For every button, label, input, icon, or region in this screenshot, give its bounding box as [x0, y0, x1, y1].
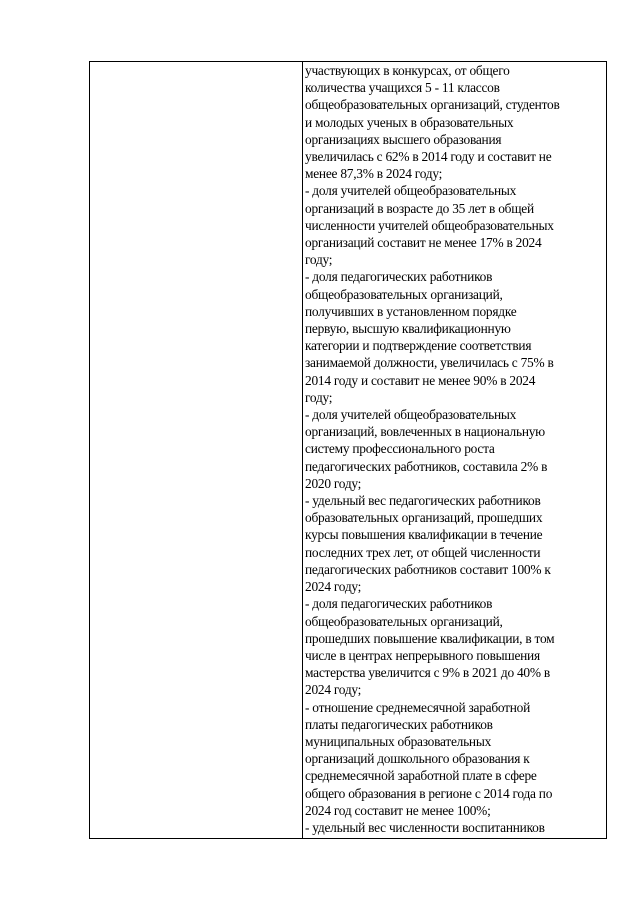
text-line: 2020 году; — [305, 475, 362, 491]
text-line: - доля педагогических работников — [305, 596, 493, 612]
text-line: - удельный вес численности воспитанников — [305, 819, 545, 835]
text-line: - доля педагогических работников — [305, 269, 493, 285]
text-line: количества учащихся 5 - 11 классов — [305, 80, 500, 96]
text-line: общего образования в регионе с 2014 года по — [305, 785, 553, 801]
text-line: общеобразовательных организаций, — [305, 286, 503, 302]
text-line: организаций в возрасте до 35 лет в общей — [305, 200, 534, 216]
text-line: 2024 году; — [305, 579, 362, 595]
text-line: педагогических работников, составила 2% в — [305, 458, 548, 474]
text-line: - доля учителей общеобразовательных — [305, 407, 517, 423]
text-line: прошедших повышение квалификации, в том — [305, 630, 555, 646]
text-line: курсы повышения квалификации в течение — [305, 527, 543, 543]
text-line: 2024 год составит не менее 100%; — [305, 802, 491, 818]
text-line: получивших в установленном порядке — [305, 303, 517, 319]
text-line: педагогических работников составит 100% к — [305, 561, 551, 577]
text-line: среднемесячной заработной плате в сфере — [305, 768, 537, 784]
text-line: мастерства увеличится с 9% в 2021 до 40% в — [305, 665, 550, 681]
text-line: категории и подтверждение соответствия — [305, 338, 532, 354]
text-line: увеличилась с 62% в 2014 году и составит не — [305, 149, 552, 165]
text-line: и молодых ученых в образовательных — [305, 114, 514, 130]
text-line: числе в центрах непрерывного повышения — [305, 647, 540, 663]
text-line: участвующих в конкурсах, от общего — [305, 63, 510, 78]
text-line: первую, высшую квалификационную — [305, 321, 511, 337]
text-line: - доля учителей общеобразовательных — [305, 183, 517, 199]
text-line: 2024 году; — [305, 682, 362, 698]
text-line: году; — [305, 389, 333, 405]
text-line: организациях высшего образования — [305, 131, 502, 147]
text-line: организаций составит не менее 17% в 2024 — [305, 235, 542, 251]
text-line: 2014 году и составит не менее 90% в 2024 — [305, 372, 536, 388]
document-table — [89, 61, 607, 839]
text-line: занимаемой должности, увеличилась с 75% в — [305, 355, 554, 371]
text-line: последних трех лет, от общей численности — [305, 544, 541, 560]
text-line: организаций дошкольного образования к — [305, 751, 530, 767]
text-line: менее 87,3% в 2024 году; — [305, 166, 443, 182]
text-line: - отношение среднемесячной заработной — [305, 699, 531, 715]
text-line: муниципальных образовательных — [305, 733, 492, 749]
text-line: численности учителей общеобразовательных — [305, 217, 554, 233]
text-line: общеобразовательных организаций, — [305, 613, 503, 629]
text-line: систему профессионального роста — [305, 441, 495, 457]
table-right-cell — [303, 62, 606, 838]
text-line: платы педагогических работников — [305, 716, 493, 732]
text-line: - удельный вес педагогических работников — [305, 493, 541, 509]
text-line: году; — [305, 252, 333, 268]
text-line: организаций, вовлеченных в национальную — [305, 424, 545, 440]
text-line: образовательных организаций, прошедших — [305, 510, 543, 526]
table-left-cell — [90, 62, 303, 838]
text-line: общеобразовательных организаций, студентов — [305, 97, 560, 113]
